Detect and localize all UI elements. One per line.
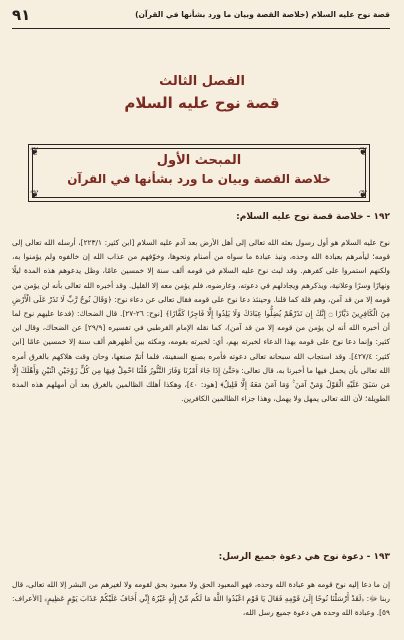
ornament-corner-icon: ❦ <box>358 145 368 158</box>
paragraph-192: نوح عليه السلام هو أول رسول بعثه الله تعالى إلى أهل الأرض بعد آدم عليه السلام [ابن كثير: ٢٢٣/١]، أرسله الله تعالى إلى قومه؛ ليأمرهم بعبادة الله وحده، ونبذ عبادة ما سواه من أصنام ونحوها، وخوّفهم من عذاب الله إن خالفوه ولم يؤمنوا به، ولكنهم استمروا على كفرهم. وقد لبث نوح عليه السلام في قومه ألف سنة إلا خمسين عامًا، وظل يدعوهم هذه المدة ليلًا ونهارًا وسرًا وعلانية، ويذكرهم ويجادلهم في دعوته، وعارضوه، فلم يؤمن معه إلا القليل. وقد أخبره الله تعالى بأنه لن يؤمن من قومه إلا من قد آمن، وهم قلة كما قلنا. وحينئذ دعا نوح على قومه فقال تعالى عن دعاء نوح: ﴿وَقَالَ نُوحٌ رَّبِّ لَا تَذَرْ عَلَى الْأَرْضِ مِنَ الْكَافِرِينَ دَيَّارًا ۝ إِنَّكَ إِن تَذَرْهُمْ يُضِلُّوا عِبَادَكَ وَلَا يَلِدُوا إِلَّا فَاجِرًا كَفَّارًا﴾ [نوح: ٢٦-٢٧]. قال الضحاك: (فدعا عليهم نوح لما أن أخبره الله أنه لن يؤمن من قومه إلا من قد آمن)، كما نقله الإمام القرطبي في تفسيره [٢٩/٩] عن الضحاك، وقال ابن كثير: وإنما دعا نوح على قومه بهذا الدعاء لخبرته بهم، أي: لخبرته بقومه، ومكثه بين أظهرهم ألف سنة إلا خمسين عامًا [ابن كثير: ٤٢٧/٤]. وقد استجاب الله سبحانه تعالى دعوته فأمره بصنع السفينة، فلما أتمّ صنعها، وحان وقت هلاكهم بالغرق أمره الله تعالى بأن يحمل فيها ما أخبرنا به، قال تعالى: ﴿حَتَّىٰ إِذَا جَاءَ أَمْرُنَا وَفَارَ التَّنُّورُ قُلْنَا احْمِلْ فِيهَا مِن كُلٍّ زَوْجَيْنِ اثْنَيْنِ وَأَهْلَكَ إِلَّا مَن سَبَقَ عَلَيْهِ الْقَوْلُ وَمَنْ آمَنَ ۚ وَمَا آمَنَ مَعَهُ إِلَّا قَلِيلٌ﴾ [هود: ٤٠]، وهكذا أهلك الظالمين بالغرق بعد أن أمهلهم هذه المدة الطويلة؛ لأن الله تعالى يمهل ولا يهمل، وهذا جزاء الظالمين الكافرين. <box>12 238 391 404</box>
section-title-frame <box>28 144 370 202</box>
subsection-title: خلاصة قصة نوح عليه السلام: <box>236 212 364 222</box>
chapter-title: قصة نوح عليه السلام <box>124 94 280 112</box>
section-label: المبحث الأول <box>156 153 242 168</box>
ornament-corner-icon: ❦ <box>30 188 40 201</box>
paragraph-193: إن ما دعا إليه نوح قومه هو عبادة الله وحده، فهو المعبود الحق ولا معبود بحق لقومه ولا لغيرهم من البشر إلا الله تعالى، قال ربنا ﷻ: ﴿لَقَدْ أَرْسَلْنَا نُوحًا إِلَىٰ قَوْمِهِ فَقَالَ يَا قَوْمِ اعْبُدُوا اللَّهَ مَا لَكُم مِّنْ إِلَٰهٍ غَيْرُهُ إِنِّي أَخَافُ عَلَيْكُمْ عَذَابَ يَوْمٍ عَظِيمٍ﴾ [الأعراف: ٥٩]. وعبادة الله وحده هي دعوة جميع رسل الله، <box>12 580 390 618</box>
chapter-label: الفصل الثالث <box>159 74 245 89</box>
subsection-dash: - <box>363 212 371 222</box>
subsection-heading-192 <box>12 212 390 222</box>
section-title: خلاصة القصة وبيان ما ورد بشأنها في القرآن <box>67 172 331 186</box>
ornament-corner-icon: ❦ <box>358 188 368 201</box>
running-header <box>12 6 390 28</box>
running-title: قصة نوح عليه السلام (خلاصة القصة وبيان ما ورد بشأنها في القرآن) <box>135 10 390 19</box>
subsection-number: ١٩٢ <box>373 212 390 222</box>
ornament-corner-icon: ❦ <box>30 145 40 158</box>
subsection-dash: - <box>363 552 371 562</box>
subsection-title: دعوة نوح هي دعوة جميع الرسل: <box>218 552 364 562</box>
page-number: ٩١ <box>12 6 31 24</box>
subsection-number: ١٩٣ <box>373 552 390 562</box>
subsection-heading-193 <box>12 552 390 562</box>
header-rule <box>12 28 390 29</box>
